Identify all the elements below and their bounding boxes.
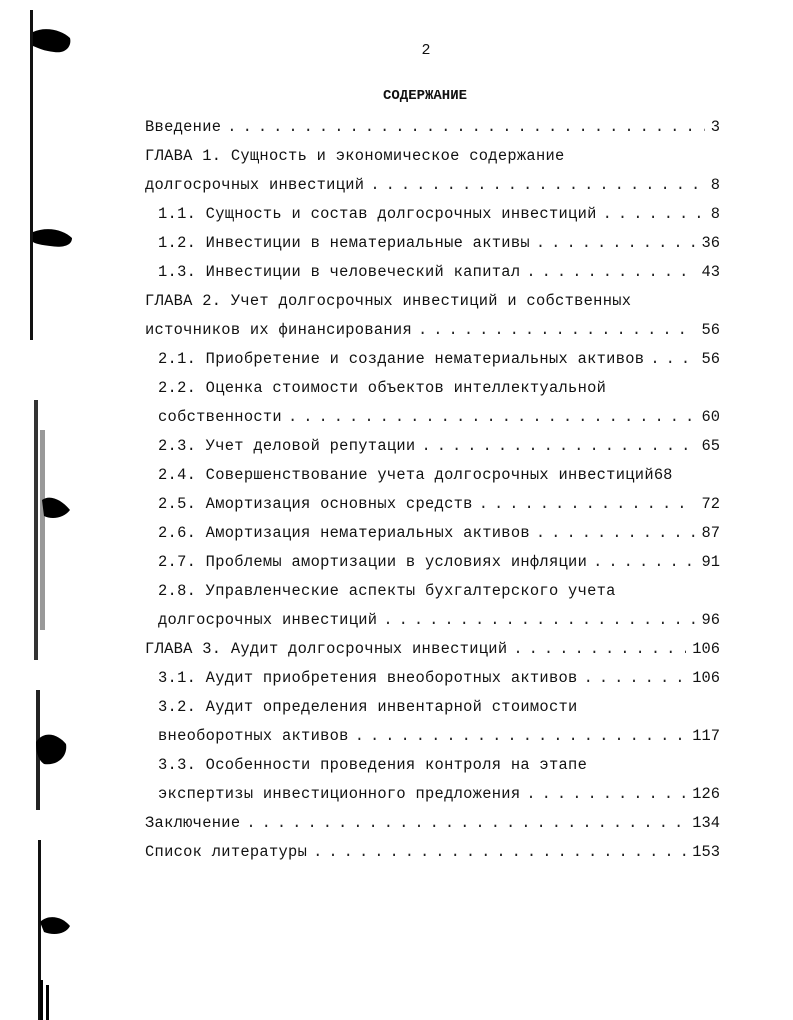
toc-entry-3-2[interactable]: 3.2. Аудит определения инвентарной стоимости xyxy=(158,698,578,716)
toc-entry-2-3[interactable]: 2.3. Учет деловой репутации . . . 65 xyxy=(145,432,720,461)
toc-entry-chapter-3[interactable]: ГЛАВА 3. Аудит долгосрочных инвестиций . . . 106 xyxy=(145,635,720,664)
toc-entry-1-2[interactable]: 1.2. Инвестиции в нематериальные активы . . . 36 xyxy=(145,229,720,258)
toc-entry-chapter-2-cont[interactable]: источников их финансирования . . . 56 xyxy=(145,316,720,345)
toc-entry-3-3-cont[interactable]: экспертизы инвестиционного предложения . . . 126 xyxy=(145,780,720,809)
toc-entry-2-2-cont[interactable]: собственности . . . 60 xyxy=(145,403,720,432)
toc-entry-2-8-cont[interactable]: долгосрочных инвестиций . . . 96 xyxy=(145,606,720,635)
scan-binding-artifacts xyxy=(0,0,80,1020)
toc-entry-3-2-cont[interactable]: внеоборотных активов . . . 117 xyxy=(145,722,720,751)
toc-entry-2-4[interactable]: 2.4. Совершенствование учета долгосрочных инвестиций 68 xyxy=(158,466,673,484)
table-of-contents xyxy=(145,113,720,867)
toc-entry-chapter-1[interactable]: ГЛАВА 1. Сущность и экономическое содержание xyxy=(145,147,565,165)
toc-entry-2-2[interactable]: 2.2. Оценка стоимости объектов интеллектуальной xyxy=(158,379,607,397)
toc-entry-chapter-1-cont[interactable]: долгосрочных инвестиций . . . 8 xyxy=(145,171,720,200)
toc-entry-3-1[interactable]: 3.1. Аудит приобретения внеоборотных активов . . . 106 xyxy=(145,664,720,693)
toc-title: СОДЕРЖАНИЕ xyxy=(382,88,467,104)
toc-entry-2-5[interactable]: 2.5. Амортизация основных средств . . . 72 xyxy=(145,490,720,519)
toc-entry-3-3[interactable]: 3.3. Особенности проведения контроля на этапе xyxy=(158,756,588,774)
toc-entry-conclusion[interactable]: Заключение . . . 134 xyxy=(145,809,720,838)
toc-entry-1-1[interactable]: 1.1. Сущность и состав долгосрочных инвестиций . . . 8 xyxy=(145,200,720,229)
toc-entry-introduction[interactable]: Введение . . . 3 xyxy=(145,113,720,142)
page-number: 2 xyxy=(421,42,431,59)
toc-entry-references[interactable]: Список литературы . . . 153 xyxy=(145,838,720,867)
toc-entry-2-7[interactable]: 2.7. Проблемы амортизации в условиях инфляции . . . 91 xyxy=(145,548,720,577)
toc-entry-1-3[interactable]: 1.3. Инвестиции в человеческий капитал . . . 43 xyxy=(145,258,720,287)
toc-entry-2-6[interactable]: 2.6. Амортизация нематериальных активов . . . 87 xyxy=(145,519,720,548)
toc-entry-chapter-2[interactable]: ГЛАВА 2. Учет долгосрочных инвестиций и собственных xyxy=(145,292,632,310)
toc-entry-2-1[interactable]: 2.1. Приобретение и создание нематериальных активов . . . 56 xyxy=(145,345,720,374)
toc-entry-2-8[interactable]: 2.8. Управленческие аспекты бухгалтерского учета xyxy=(158,582,616,600)
